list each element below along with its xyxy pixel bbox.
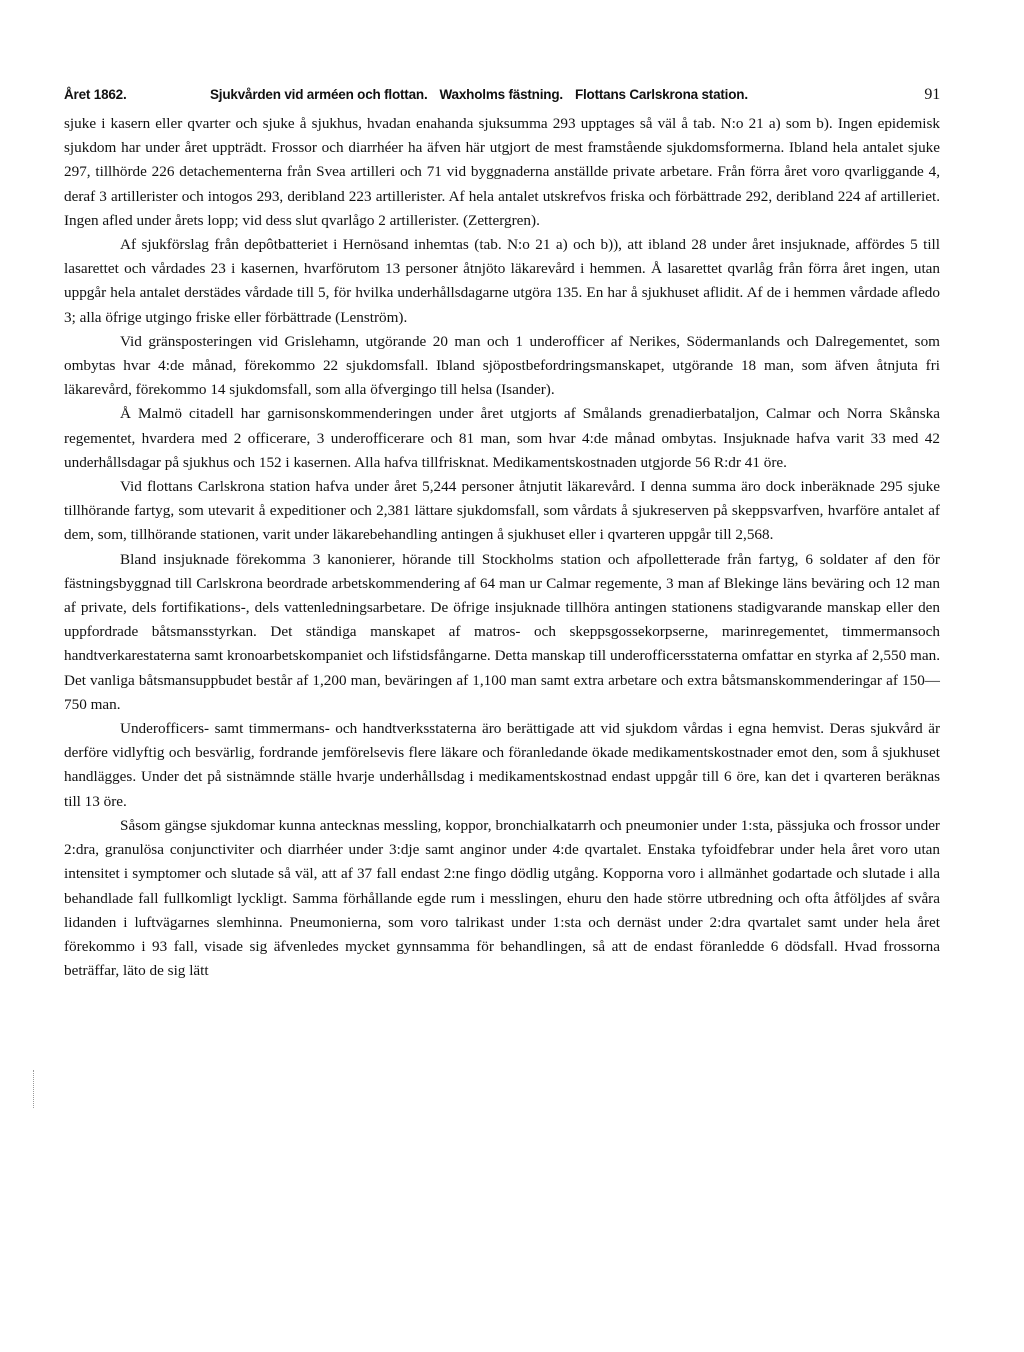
document-page <box>64 86 940 983</box>
page-number: 91 <box>924 86 940 103</box>
margin-mark <box>33 1070 37 1108</box>
header-year: Året 1862. <box>64 87 127 102</box>
header-section-waxholm: Waxholms fästning. <box>439 87 563 102</box>
header-section-carlskrona: Flottans Carlskrona station. <box>574 87 748 102</box>
paragraph-carlskrona-station: Vid flottans Carlskrona station hafva under året 5,244 personer åtnjutit läkarevård. I denna summa äro dock inberäknade 295 sjuke tillhörande fartyg, som utevarit å expeditioner och 2,381 lättare sjukdomsfall, som vårdats å sjukreserven på skeppsvarfven, hvarföre antalet af dem, som, tillhörande stationen, varit under läkarebehandling antingen å sjukhuset eller i qvarteren uppgår till 2,568. <box>64 478 940 544</box>
paragraph-sjukdomar: Såsom gängse sjukdomar kunna antecknas messling, koppor, bronchialkatarrh och pneumonier under 1:sta, pässjuka och frossor under 2:dra, granulösa conjunctiviter och diarrhéer under 3:dje samt anginor under 4:de qvartalet. Enstaka tyfoidfebrar under hela året voro utan intensitet i symptomer och slutade så väl, att af 37 fall endast 2:ne fingo dödlig utgång. Kopporna voro i allmänhet godartade och slutade i alla behandlade fall fullkomligt lyckligt. Samma förhållande egde rum i messlingen, ehuru den hade större utbredning och ofta åtföljdes af svåra lidanden i luftvägarnes slemhinna. Pneumonierna, som voro talrikast under 1:sta och dernäst under 2:dra qvartalet samt under hela året förekommo i 93 fall, visade sig äfvenledes mycket gynnsamma för behandlingen, så att de endast föranledde 6 dödsfall. Hvad frossorna beträffar, läto de sig lätt <box>64 816 940 980</box>
paragraph-malmo-citadell: Å Malmö citadell har garnisonskommenderingen under året utgjorts af Smålands grenadierbataljon, Calmar och Norra Skånska regementet, hvardera med 2 officerare, 3 underofficerare och 81 man, som hvar 4:de månad ombytas. Insjuknade hafva varit 33 med 42 underhållsdagar på sjukhus och 152 i kasernen. Alla hafva tillfrisknat. Medikamentskostnaden utgjorde 56 R:dr 41 öre. <box>64 405 940 471</box>
paragraph-hernosand: Af sjukförslag från depôtbatteriet i Hernösand inhemtas (tab. N:o 21 a) och b)), att ibland 28 under året insjuknade, affördes 5 till lasarettet och vårdades 23 i kasernen, hvarförutom 13 personer åtnjöto läkarevård i hemmen. Å lasarettet qvarlåg från förra året ingen, utan uppgår hela antalet derstädes vårdade till 5, för hvilka underhållsdagarne utgöra 135. En har å sjukhuset aflidit. Af de i hemmen vårdade afledo 3; alla öfrige utgingo friske eller förbättrade (Lenström). <box>64 236 940 326</box>
paragraph-insjuknade: Bland insjuknade förekomma 3 kanonierer, hörande till Stockholms station och afpolletterade från fartyg, 6 soldater af den för fästningsbyggnad till Carlskrona beordrade arbetskommendering af 64 man ur Calmar regemente, 3 man af Blekinge läns beväring och 12 man af private, dels fortifikations-, dels vattenledningsarbetare. De öfrige insjuknade tillhöra antingen stationens stadigvarande manskap eller den uppfordrade båtsmansstyrkan. Det ständiga manskapet af matros- och skeppsgossekorpserne, marinregementet, timmermansoch handtverkarestaterna samt kronoarbetskompaniet och lifstidsfångarne. Detta manskap till underofficersstaterna omfattar en styrka af 2,550 man. Det vanliga båtsmansuppbudet består af 1,200 man, beväringen af 1,100 man samt extra arbetare och extra båtsmanskommenderingar af 150—750 man. <box>64 550 940 713</box>
paragraph-zettergren: sjuke i kasern eller qvarter och sjuke å sjukhus, hvadan enahanda sjuksumma 293 upptages så väl å tab. N:o 21 a) som b). Ingen epidemisk sjukdom har under året uppträdt. Frossor och diarrhéer ha äfven här utgjort de mest framstående sjukdomsformerna. Ibland hela antalet sjuke 297, tillhörde 226 detachementerna från Svea artilleri och 71 vid byggnaderna anställde private arbetare. Från förra året voro qvarliggande 4, deraf 3 artillerister och intogos 293, deribland 223 artillerister. Af hela antalet utskrefvos friska och förbättrade 292, deribland 224 af artilleriet. Ingen afled under årets lopp; vid dess slut qvarlågo 2 artillerister. (Zettergren). <box>64 115 940 229</box>
paragraph-grislehamn: Vid gränsposteringen vid Grislehamn, utgörande 20 man och 1 underofficer af Nerikes, Södermanlands och Dalregementet, som ombytas hvar 4:de månad, förekommo 22 sjukdomsfall. Ibland sjöpostbefordringsmanskapet, utgörande 18 man, som äfven åtnjuta fri läkarevård, förekommo 14 sjukdomsfall, som alla öfvergingo till helsa (Isander). <box>64 332 940 399</box>
header-section-army-navy: Sjukvården vid arméen och flottan. <box>210 87 428 102</box>
running-header <box>64 86 940 112</box>
paragraph-underofficers: Underofficers- samt timmermans- och handtverksstaterna äro berättigade att vid sjukdom vårdas i egna hemvist. Deras sjukvård är derföre vidlyftig och besvärlig, fordrande jemförelsevis flere läkare och föranledande ökade medikamentskostnader emot den, som å sjukhuset handlägges. Under det på sistnämnde ställe hvarje underhållsdag i medikamentskostnad endast uppgår till 6 öre, kan det i qvarteren beräknas till 13 öre. <box>64 720 940 810</box>
